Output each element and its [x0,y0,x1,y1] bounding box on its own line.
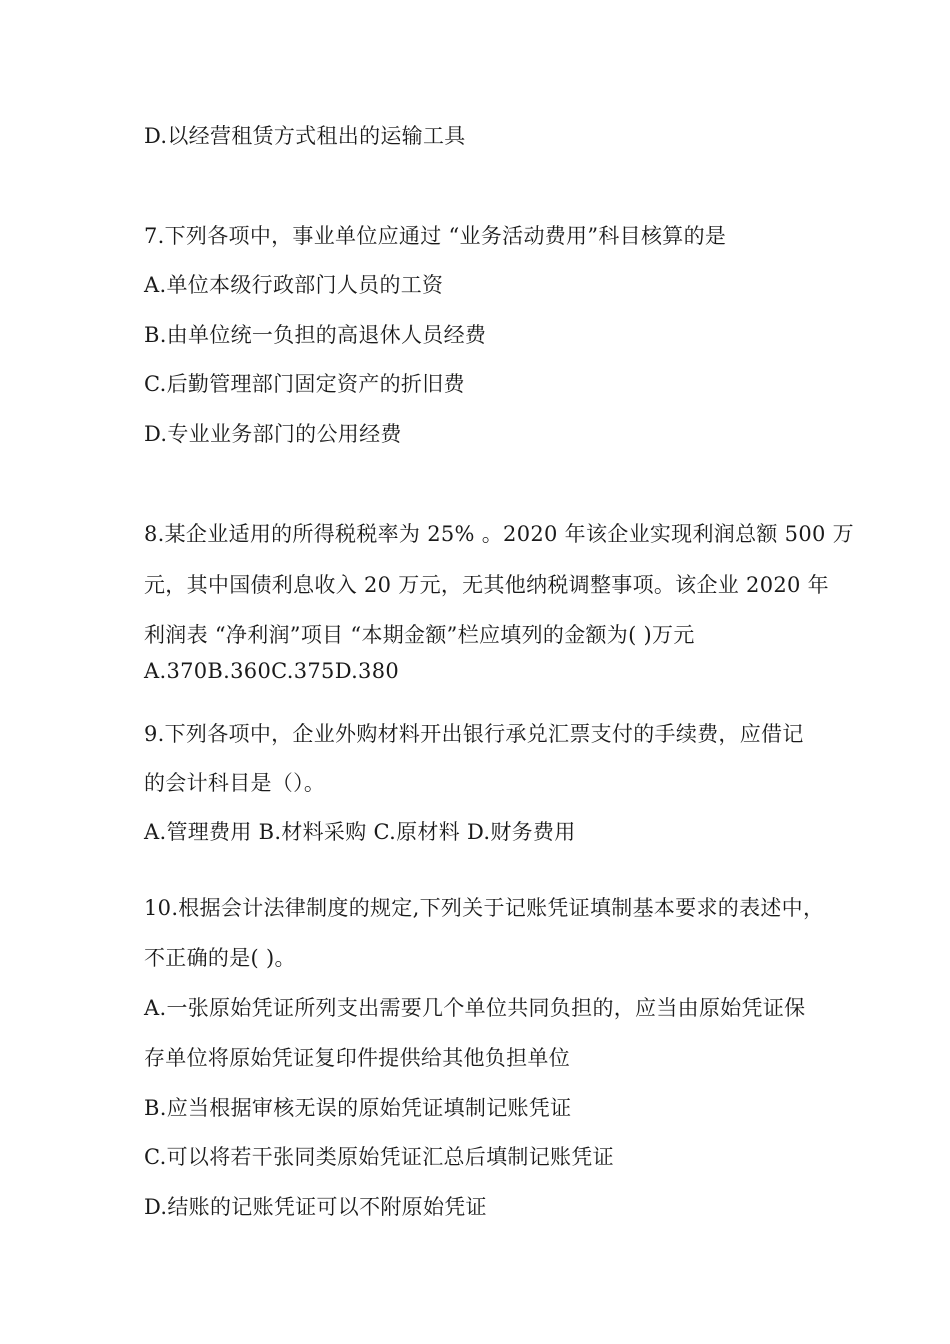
option-10b: B.应当根据审核无误的原始凭证填制记账凭证 [144,1096,572,1120]
option-7a: A.单位本级行政部门人员的工资 [144,273,444,297]
option-10c: C.可以将若干张同类原始凭证汇总后填制记账凭证 [144,1145,614,1169]
option-10d: D.结账的记账凭证可以不附原始凭证 [144,1195,487,1219]
option-7d: D.专业业务部门的公用经费 [144,422,402,446]
question-8-stem-line-2: 元，其中国债利息收入 20 万元，无其他纳税调整事项。该企业 2020 年 [144,573,829,597]
option-6d: D.以经营租赁方式租出的运输工具 [144,124,466,148]
question-9-options: A.管理费用 B.材料采购 C.原材料 D.财务费用 [144,820,576,844]
option-10a-line-1: A.一张原始凭证所列支出需要几个单位共同负担的，应当由原始凭证保 [144,996,806,1020]
question-9-stem-line-2: 的会计科目是（）。 [144,771,326,795]
question-7-stem: 7.下列各项中，事业单位应通过 “业务活动费用”科目核算的是 [144,224,727,248]
question-8-stem-line-1: 8.某企业适用的所得税税率为 25% 。2020 年该企业实现利润总额 500 万 [144,522,854,546]
question-10-stem-line-2: 不正确的是( )。 [144,946,296,970]
question-9-stem-line-1: 9.下列各项中，企业外购材料开出银行承兑汇票支付的手续费，应借记 [144,722,804,746]
option-10a-line-2: 存单位将原始凭证复印件提供给其他负担单位 [144,1046,570,1070]
option-7c: C.后勤管理部门固定资产的折旧费 [144,372,465,396]
question-8-options: A.370B.360C.375D.380 [144,659,400,683]
question-10-stem-line-1: 10.根据会计法律制度的规定,下列关于记账凭证填制基本要求的表述中， [144,896,825,920]
option-7b: B.由单位统一负担的高退休人员经费 [144,323,487,347]
question-8-stem-line-3: 利润表 “净利润”项目 “本期金额”栏应填列的金额为( )万元 [144,623,695,647]
